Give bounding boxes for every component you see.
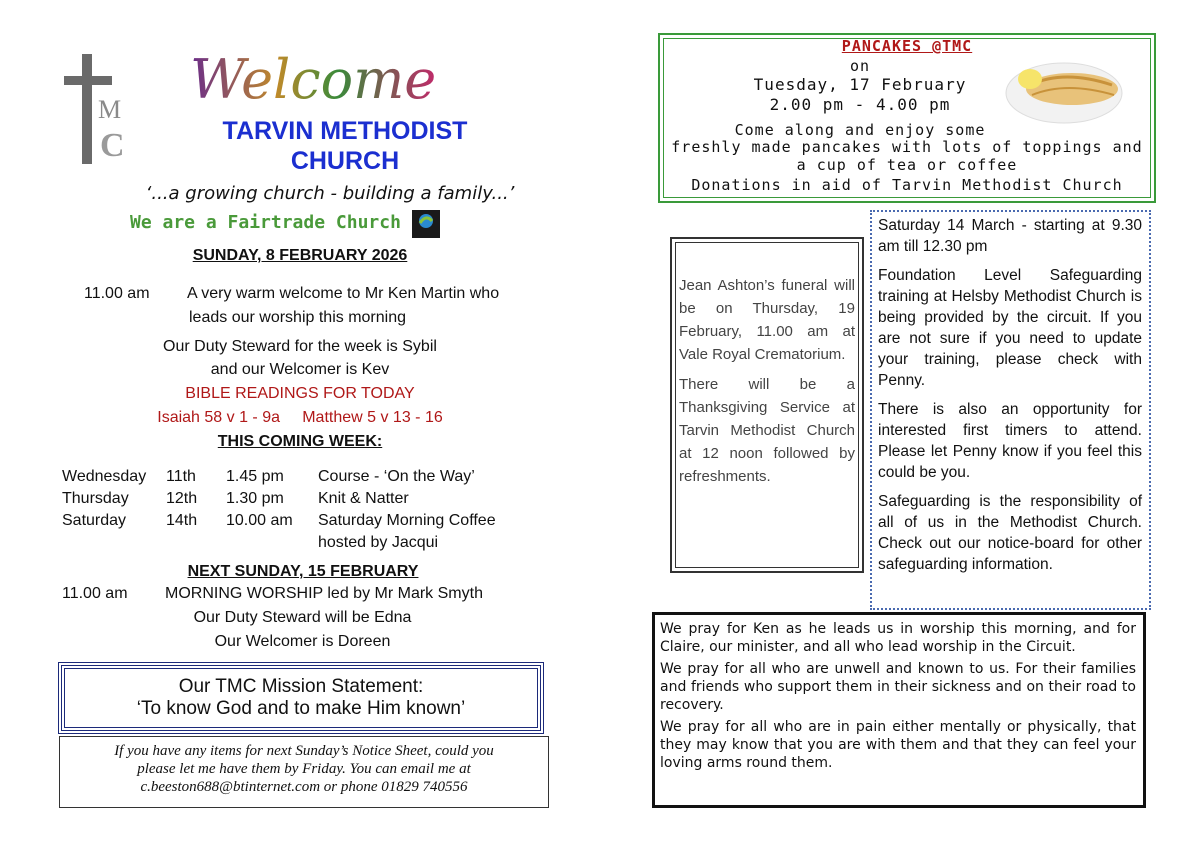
bible-readings: Isaiah 58 v 1 - 9a Matthew 5 v 13 - 16 (157, 409, 443, 426)
duty-steward: Our Duty Steward for the week is Sybil (163, 338, 437, 355)
week-schedule (62, 468, 542, 556)
next-welcomer: Our Welcomer is Doreen (214, 633, 391, 650)
safeguarding-box (870, 210, 1151, 610)
pancake-date: Tuesday, 17 February (753, 75, 967, 94)
safeguard-date: Saturday 14 March - starting at 9.30 am till 12.30 pm (878, 217, 1142, 255)
church-name-line1: TARVIN METHODIST (222, 117, 468, 145)
pancakes-image (1004, 55, 1124, 125)
next-sunday-heading: NEXT SUNDAY, 15 FEBRUARY (187, 563, 419, 580)
pancake-line2: freshly made pancakes with lots of toppings and (671, 138, 1143, 156)
schedule-date: 11th (166, 468, 196, 485)
church-logo (58, 52, 128, 170)
fairtrade-logo-icon (412, 210, 440, 238)
fairtrade-statement: We are a Fairtrade Church (130, 212, 401, 233)
motto: ‘...a growing church - building a family...’ (145, 183, 515, 204)
week-heading: THIS COMING WEEK: (217, 433, 383, 450)
pancake-event-box (658, 33, 1156, 203)
prayer-paragraph: We pray for all who are unwell and known to us. For their families and friends who support them in their sickness and on their road to recovery. (660, 661, 1136, 713)
prayer-box (652, 612, 1146, 808)
pancake-line3: a cup of tea or coffee (796, 156, 1018, 174)
notice-line2: please let me have them by Friday. You can email me at (137, 761, 471, 777)
schedule-event: Knit & Natter (318, 490, 409, 507)
date-heading: SUNDAY, 8 FEBRUARY 2026 (192, 247, 408, 264)
notice-line1: If you have any items for next Sunday’s Notice Sheet, could you (114, 743, 494, 759)
svg-text:M: M (98, 95, 122, 124)
pancake-on: on (849, 57, 871, 75)
schedule-time: 10.00 am (226, 512, 293, 529)
pancake-line4: Donations in aid of Tarvin Methodist Church (691, 176, 1123, 194)
prayer-paragraph: We pray for all who are in pain either mentally or physically, that they may know that you are with them and that they can feel your loving arms round them. (660, 719, 1136, 771)
service-time: 11.00 am (84, 285, 150, 302)
schedule-time: 1.30 pm (226, 490, 284, 507)
church-name-line2: CHURCH (290, 147, 400, 175)
welcome-word: Welcome (190, 48, 437, 111)
schedule-day: Saturday (62, 512, 127, 529)
schedule-row (62, 512, 542, 534)
next-time: 11.00 am (62, 585, 128, 602)
service-line2: leads our worship this morning (189, 309, 406, 326)
schedule-date: 14th (166, 512, 198, 529)
notice-line3: c.beeston688@btinternet.com or phone 01829 740556 (140, 779, 468, 795)
schedule-row (62, 468, 542, 490)
funeral-notice-box (670, 237, 864, 573)
welcomer: and our Welcomer is Kev (210, 361, 390, 378)
svg-text:C: C (100, 127, 125, 164)
prayer-paragraph: We pray for Ken as he leads us in worship this morning, and for Claire, our minister, and all who lead worship in the Circuit. (660, 621, 1136, 655)
next-service: MORNING WORSHIP led by Mr Mark Smyth (165, 585, 483, 602)
schedule-row-extra (62, 534, 542, 556)
thanksgiving-paragraph: There will be a Thanksgiving Service at Tarvin Methodist Church at 12 noon followed by refreshments. (679, 376, 855, 485)
next-steward: Our Duty Steward will be Edna (193, 609, 412, 626)
mission-statement-box (58, 662, 544, 734)
schedule-date: 12th (166, 490, 198, 507)
pancake-title: PANCAKES @TMC (841, 37, 973, 55)
mission-line2: ‘To know God and to make Him known’ (136, 698, 466, 719)
schedule-event: Saturday Morning Coffee (318, 512, 496, 529)
schedule-row (62, 490, 542, 512)
schedule-day: Wednesday (62, 468, 147, 485)
readings-heading: BIBLE READINGS FOR TODAY (185, 385, 415, 402)
service-line1: A very warm welcome to Mr Ken Martin who (187, 285, 500, 302)
mission-line1: Our TMC Mission Statement: (178, 676, 424, 697)
pancake-time: 2.00 pm - 4.00 pm (769, 95, 951, 114)
church-name (150, 116, 540, 176)
schedule-day: Thursday (62, 490, 129, 507)
safeguard-responsibility: Safeguarding is the responsibility of all of us in the Methodist Church. Check out our notice-board for other safeguarding information. (878, 493, 1142, 573)
notice-sheet-box (59, 736, 549, 808)
welcome-banner (182, 40, 452, 112)
funeral-paragraph: Jean Ashton’s funeral will be on Thursday, 19 February, 11.00 am at Vale Royal Crematorium. (679, 277, 855, 363)
safeguard-training: Foundation Level Safeguarding training at Helsby Methodist Church is being provided by the circuit. If you are not sure if you need to update your training, please check with Penny. (878, 267, 1142, 389)
schedule-event: Course - ‘On the Way’ (318, 468, 475, 485)
schedule-event-host: hosted by Jacqui (318, 534, 439, 551)
safeguard-first-timers: There is also an opportunity for interested first timers to attend. Please let Penny know if you feel this could be you. (878, 401, 1142, 481)
pancake-line1: Come along and enjoy some (734, 121, 986, 139)
schedule-time: 1.45 pm (226, 468, 284, 485)
